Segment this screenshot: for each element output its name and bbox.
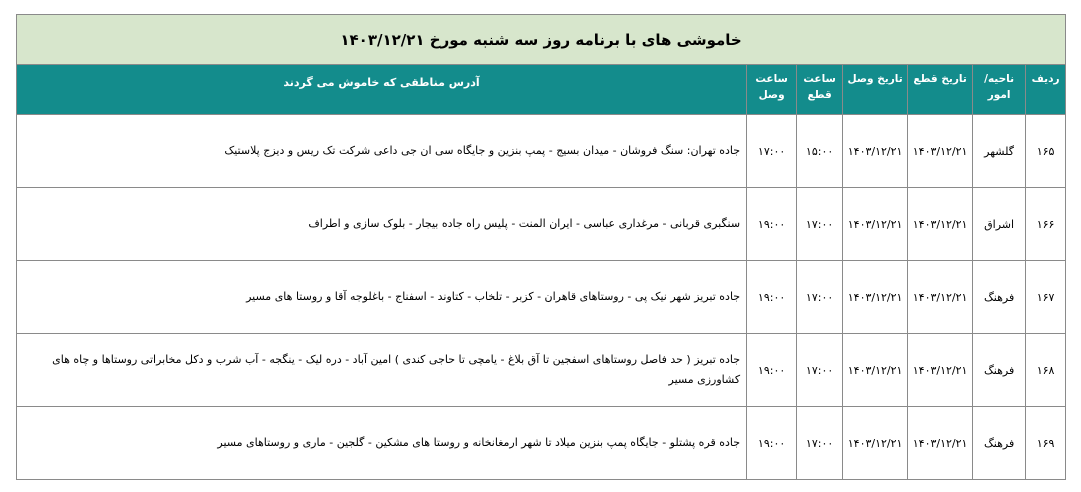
row-connect-date: ۱۴۰۳/۱۲/۲۱ <box>843 407 908 480</box>
outage-table <box>16 14 1066 480</box>
table-row <box>17 407 1066 480</box>
header-connect-time: ساعت وصل <box>747 65 797 115</box>
row-cut-time: ۱۷:۰۰ <box>797 334 843 407</box>
row-number: ۱۶۵ <box>1026 115 1066 188</box>
row-address: جاده تبریز ( حد فاصل روستاهای اسفجین تا آق بلاغ - یامچی تا حاجی کندی ) امین آباد - دره لیک - ینگجه - آب شرب و دکل مخابراتی روستاها و چاه های کشاورزی مسیر <box>17 334 747 407</box>
table-row <box>17 188 1066 261</box>
row-address: جاده تهران: سنگ فروشان - میدان بسیج - پمپ بنزین و جایگاه سی ان جی داعی شرکت تک ریس و دیزج پلاستیک <box>17 115 747 188</box>
row-number: ۱۶۸ <box>1026 334 1066 407</box>
row-address: جاده تبریز شهر نیک پی - روستاهای قاهران - کزبر - تلخاب - کتاوند - اسفناج - باغلوجه آقا و روستا های مسیر <box>17 261 747 334</box>
row-cut-date: ۱۴۰۳/۱۲/۲۱ <box>908 115 973 188</box>
row-district: گلشهر <box>973 115 1026 188</box>
row-connect-date: ۱۴۰۳/۱۲/۲۱ <box>843 261 908 334</box>
row-cut-time: ۱۷:۰۰ <box>797 261 843 334</box>
row-number: ۱۶۹ <box>1026 407 1066 480</box>
row-number: ۱۶۶ <box>1026 188 1066 261</box>
row-district: فرهنگ <box>973 407 1026 480</box>
header-cut-date: تاریخ قطع <box>908 65 973 115</box>
header-district: ناحیه/امور <box>973 65 1026 115</box>
row-cut-time: ۱۷:۰۰ <box>797 407 843 480</box>
table-title: خاموشی های با برنامه روز سه شنبه مورخ ۱۴۰۳/۱۲/۲۱ <box>17 15 1066 65</box>
table-row <box>17 261 1066 334</box>
table-row <box>17 334 1066 407</box>
row-cut-time: ۱۵:۰۰ <box>797 115 843 188</box>
row-connect-date: ۱۴۰۳/۱۲/۲۱ <box>843 115 908 188</box>
row-connect-time: ۱۹:۰۰ <box>747 334 797 407</box>
row-connect-time: ۱۹:۰۰ <box>747 188 797 261</box>
header-address: آدرس مناطقی که خاموش می گردند <box>17 65 747 115</box>
row-number: ۱۶۷ <box>1026 261 1066 334</box>
row-cut-date: ۱۴۰۳/۱۲/۲۱ <box>908 261 973 334</box>
header-row <box>17 65 1066 115</box>
row-connect-date: ۱۴۰۳/۱۲/۲۱ <box>843 334 908 407</box>
row-address: جاده قره پشتلو - جایگاه پمپ بنزین میلاد تا شهر ارمغانخانه و روستا های مشکین - گلجین - ماری و روستاهای مسیر <box>17 407 747 480</box>
header-cut-time: ساعت قطع <box>797 65 843 115</box>
row-cut-time: ۱۷:۰۰ <box>797 188 843 261</box>
row-cut-date: ۱۴۰۳/۱۲/۲۱ <box>908 188 973 261</box>
row-district: اشراق <box>973 188 1026 261</box>
row-district: فرهنگ <box>973 334 1026 407</box>
row-connect-date: ۱۴۰۳/۱۲/۲۱ <box>843 188 908 261</box>
row-cut-date: ۱۴۰۳/۱۲/۲۱ <box>908 407 973 480</box>
header-connect-date: تاریخ وصل <box>843 65 908 115</box>
header-row-number: ردیف <box>1026 65 1066 115</box>
row-address: سنگبری قربانی - مرغداری عباسی - ایران المنت - پلیس راه جاده بیجار - بلوک سازی و اطراف <box>17 188 747 261</box>
row-connect-time: ۱۹:۰۰ <box>747 407 797 480</box>
table-row <box>17 115 1066 188</box>
row-connect-time: ۱۹:۰۰ <box>747 261 797 334</box>
row-cut-date: ۱۴۰۳/۱۲/۲۱ <box>908 334 973 407</box>
row-connect-time: ۱۷:۰۰ <box>747 115 797 188</box>
row-district: فرهنگ <box>973 261 1026 334</box>
outage-schedule-table <box>16 14 1065 480</box>
